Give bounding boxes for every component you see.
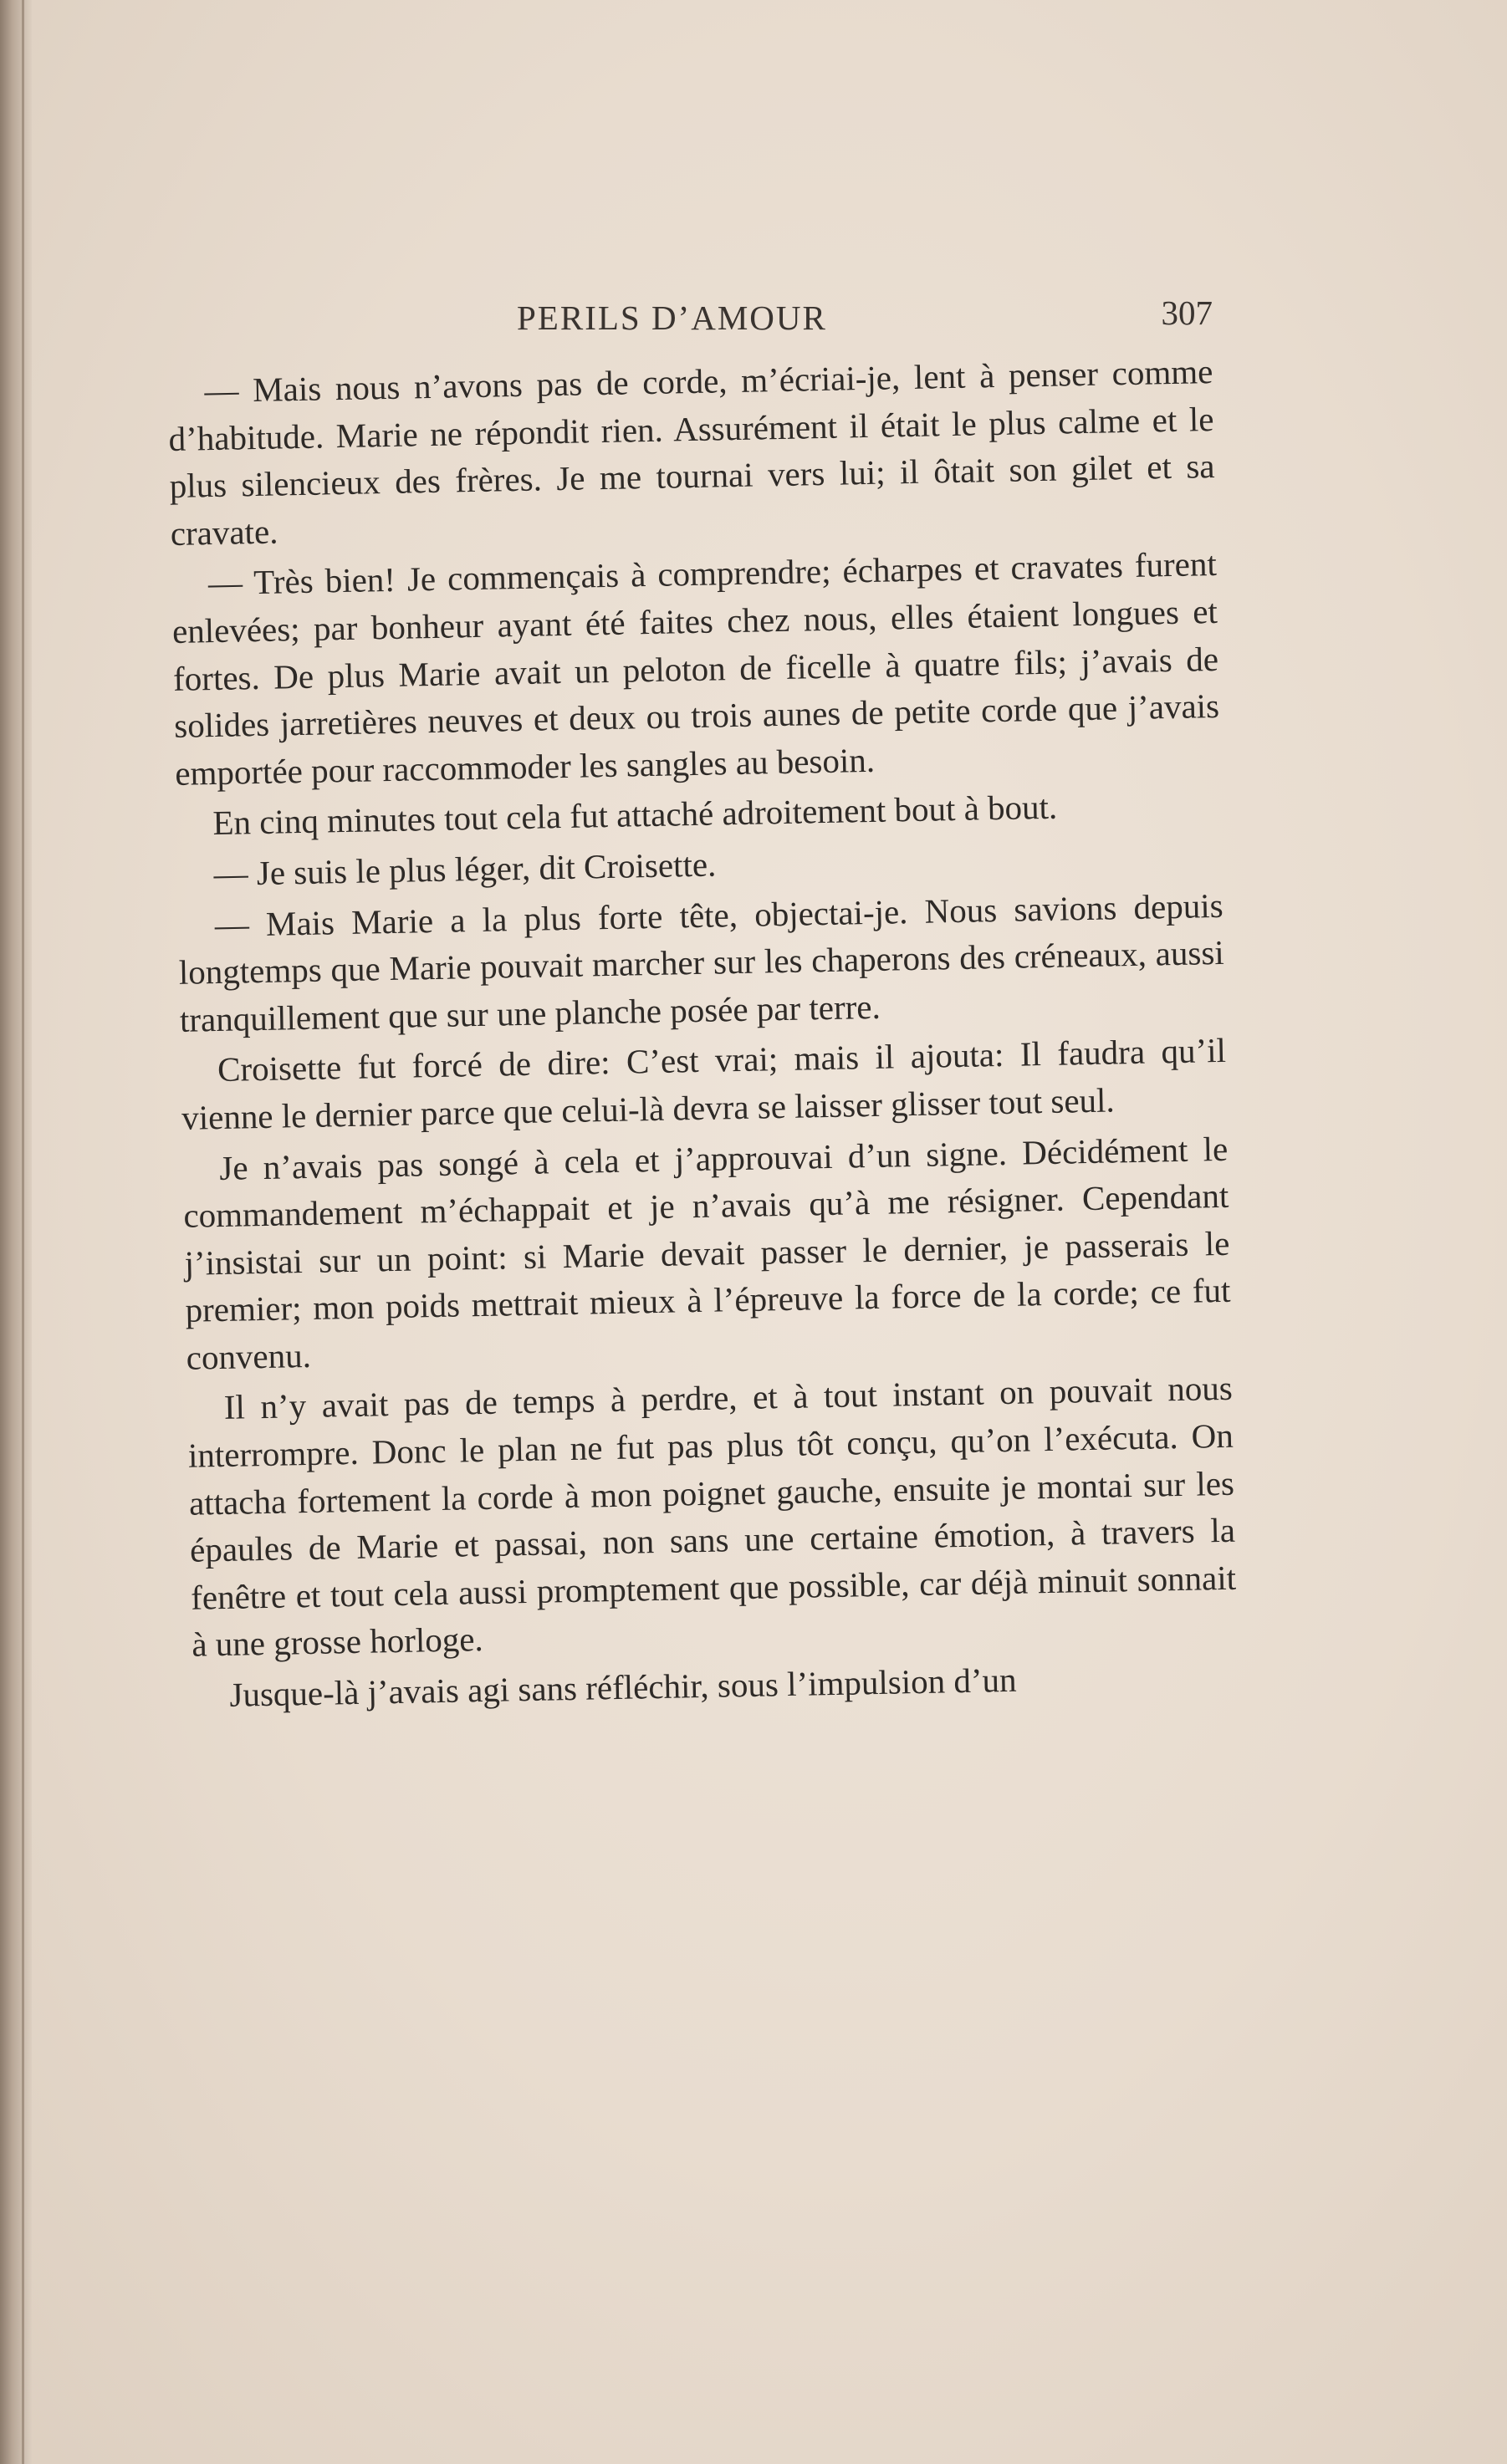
paragraph: Croisette fut forcé de dire: C’est vrai; mais il ajouta: Il faudra qu’il vienne le dernier parce que celui-là devra se laisser glisser tout seul. — [181, 1031, 1227, 1137]
paragraph: — Mais nous n’avons pas de corde, m’écriai-je, lent à penser comme d’habitude. Marie ne répondit rien. Assurément il était le plus calme et le plus silencieux des frères. Je me tournai vers lui; il ôtait son gilet et sa cravate. — [168, 352, 1215, 553]
paragraph: — Je suis le plus léger, dit Croisette. — [213, 844, 717, 893]
page-edge-line — [22, 0, 24, 2464]
book-spine-shadow — [0, 0, 32, 2464]
running-title: PERILS D’AMOUR — [517, 298, 827, 337]
paragraph: — Très bien! Je commençais à comprendre; écharpes et cravates furent enlevées; par bonheur ayant été faites chez nous, elles étaient longues et fortes. De plus Marie avait un peloton de ficelle à quatre fils; j’avais de solides jarretières neuves et deux ou trois aunes de petite corde que j’avais emportée pour raccommoder les sangles au besoin. — [171, 544, 1220, 793]
paragraph: — Mais Marie a la plus forte tête, objectai-je. Nous savions depuis longtemps que Marie pouvait marcher sur les chaperons des créneaux, aussi tranquillement que sur une planche posée par terre. — [178, 885, 1225, 1039]
page-header — [167, 293, 1213, 343]
paragraph: Jusque-là j’avais agi sans réfléchir, sous l’impulsion d’un — [229, 1660, 1017, 1714]
paragraph: Il n’y avait pas de temps à perdre, et à tout instant on pouvait nous interrompre. Donc le plan ne fut pas plus tôt conçu, qu’on l’exécuta. On attacha fortement la corde à mon poignet gauche, ensuite je montai sur les épaules de Marie et passai, non sans une certaine émotion, à travers la fenêtre et tout cela aussi promptement que possible, car déjà minuit sonnait à une grosse horloge. — [187, 1369, 1237, 1665]
paragraph: Je n’avais pas songé à cela et j’approuvai d’un signe. Décidément le commandement m’échappait et je n’avais qu’à me résigner. Cependant j’insistai sur un point: si Marie devait passer le dernier, je passerais le premier; mon poids mettrait mieux à l’épreuve la force de la corde; ce fut convenu. — [183, 1129, 1231, 1377]
paragraph: En cinq minutes tout cela fut attaché adroitement bout à bout. — [212, 788, 1058, 843]
body-text — [167, 348, 1239, 1722]
page-number: 307 — [1161, 293, 1213, 332]
